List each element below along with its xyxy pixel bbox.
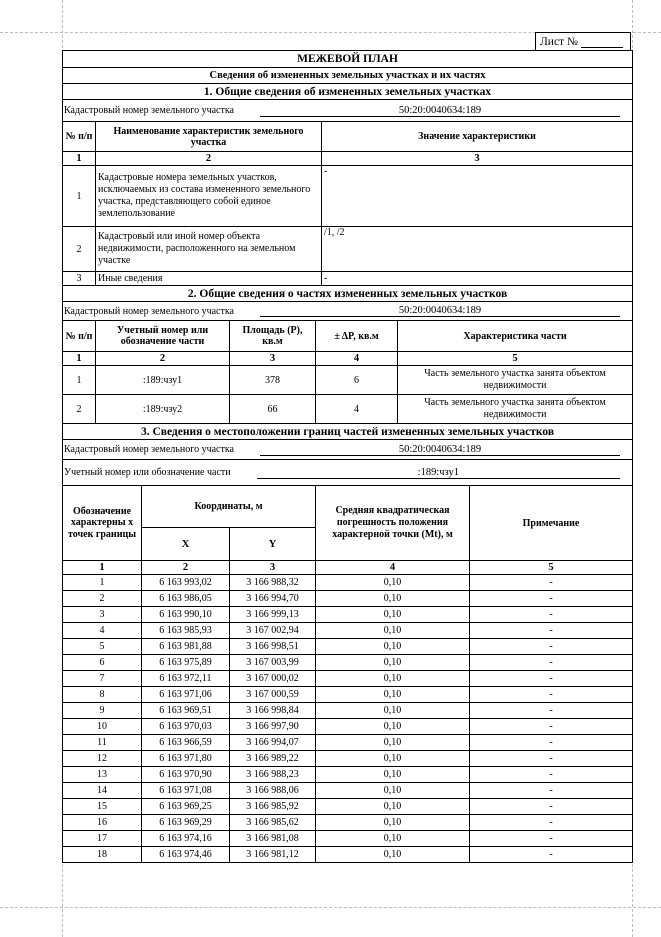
point-x: 6 163 985,93 xyxy=(142,623,230,639)
point-x: 6 163 972,11 xyxy=(142,671,230,687)
s2-colnum: 1 xyxy=(63,352,96,366)
point-x: 6 163 969,29 xyxy=(142,815,230,831)
point-mt: 0,10 xyxy=(316,799,470,815)
point-number: 5 xyxy=(63,639,142,655)
point-number: 13 xyxy=(63,767,142,783)
s3-header-y: Y xyxy=(230,528,316,561)
point-mt: 0,10 xyxy=(316,751,470,767)
s2-colnum: 4 xyxy=(316,352,398,366)
table-row xyxy=(63,687,633,703)
point-note: - xyxy=(470,591,633,607)
point-note: - xyxy=(470,703,633,719)
point-mt: 0,10 xyxy=(316,831,470,847)
s1-row-value: - xyxy=(322,166,633,227)
table-row xyxy=(63,607,633,623)
table-row xyxy=(63,815,633,831)
section1-cadastral-value: 50:20:0040634:189 xyxy=(260,105,620,117)
section1-cadastral-label: Кадастровый номер земельного участка xyxy=(64,105,234,116)
s2-row-delta: 4 xyxy=(316,395,398,424)
point-note: - xyxy=(470,847,633,863)
point-y: 3 166 994,07 xyxy=(230,735,316,751)
point-x: 6 163 990,10 xyxy=(142,607,230,623)
document-page xyxy=(62,50,632,863)
s1-row-name: Иные сведения xyxy=(96,272,322,286)
s1-row-value: /1, /2 xyxy=(322,227,633,272)
point-note: - xyxy=(470,671,633,687)
table-row xyxy=(63,719,633,735)
point-mt: 0,10 xyxy=(316,783,470,799)
point-note: - xyxy=(470,687,633,703)
point-y: 3 166 994,70 xyxy=(230,591,316,607)
point-note: - xyxy=(470,783,633,799)
point-y: 3 166 998,51 xyxy=(230,639,316,655)
s2-header-desc: Характеристика части xyxy=(398,321,633,352)
point-x: 6 163 970,90 xyxy=(142,767,230,783)
section3-part-label: Учетный номер или обозначение части xyxy=(64,467,231,478)
point-y: 3 167 000,02 xyxy=(230,671,316,687)
section1-heading: 1. Общие сведения об измененных земельных участках xyxy=(63,84,633,100)
point-mt: 0,10 xyxy=(316,655,470,671)
point-y: 3 166 999,13 xyxy=(230,607,316,623)
s1-row-name: Кадастровый или иной номер объекта недвижимости, расположенного на земельном участке xyxy=(96,227,322,272)
s1-row-num: 3 xyxy=(63,272,96,286)
s1-colnum: 1 xyxy=(63,152,96,166)
document-subtitle: Сведения об измененных земельных участках и их частях xyxy=(63,68,633,84)
table-row xyxy=(63,575,633,591)
point-y: 3 167 000,59 xyxy=(230,687,316,703)
point-y: 3 166 988,23 xyxy=(230,767,316,783)
point-y: 3 166 981,12 xyxy=(230,847,316,863)
point-y: 3 166 997,90 xyxy=(230,719,316,735)
point-x: 6 163 974,46 xyxy=(142,847,230,863)
table-row xyxy=(63,751,633,767)
s1-colnum: 3 xyxy=(322,152,633,166)
s1-header-num: № п/п xyxy=(63,122,96,152)
section3-part-row xyxy=(63,465,632,480)
point-note: - xyxy=(470,655,633,671)
point-number: 11 xyxy=(63,735,142,751)
point-number: 14 xyxy=(63,783,142,799)
section3-cadastral-value: 50:20:0040634:189 xyxy=(260,444,620,456)
table-row xyxy=(63,623,633,639)
point-x: 6 163 993,02 xyxy=(142,575,230,591)
s3-header-mt: Средняя квадратическая погрешность положения характерной точки (Mt), м xyxy=(316,486,470,561)
point-x: 6 163 966,59 xyxy=(142,735,230,751)
point-x: 6 163 971,06 xyxy=(142,687,230,703)
section3-heading: 3. Сведения о местоположении границ частей измененных земельных участков xyxy=(63,424,633,440)
point-x: 6 163 969,25 xyxy=(142,799,230,815)
table-row xyxy=(63,735,633,751)
s3-colnum: 5 xyxy=(470,561,633,575)
table-row xyxy=(63,591,633,607)
s2-row-desc: Часть земельного участка занята объектом недвижимости xyxy=(398,366,633,395)
s2-row-part: :189:чзу1 xyxy=(96,366,230,395)
point-x: 6 163 971,80 xyxy=(142,751,230,767)
section3-table xyxy=(62,423,633,863)
point-y: 3 166 989,22 xyxy=(230,751,316,767)
table-row xyxy=(63,671,633,687)
s2-header-num: № п/п xyxy=(63,321,96,352)
point-y: 3 166 985,92 xyxy=(230,799,316,815)
s2-colnum: 3 xyxy=(230,352,316,366)
point-mt: 0,10 xyxy=(316,815,470,831)
section3-cadastral-row xyxy=(63,442,632,457)
point-mt: 0,10 xyxy=(316,735,470,751)
point-note: - xyxy=(470,831,633,847)
point-y: 3 167 002,94 xyxy=(230,623,316,639)
s2-header-area: Площадь (P), кв.м xyxy=(230,321,316,352)
point-note: - xyxy=(470,799,633,815)
point-number: 1 xyxy=(63,575,142,591)
s2-row-desc: Часть земельного участка занята объектом недвижимости xyxy=(398,395,633,424)
point-y: 3 166 985,62 xyxy=(230,815,316,831)
s1-header-value: Значение характеристики xyxy=(322,122,633,152)
s2-header-delta: ± ΔP, кв.м xyxy=(316,321,398,352)
s2-header-part: Учетный номер или обозначение части xyxy=(96,321,230,352)
point-note: - xyxy=(470,607,633,623)
table-row xyxy=(63,799,633,815)
sheet-number-line xyxy=(581,36,623,48)
table-row xyxy=(63,395,633,424)
point-number: 17 xyxy=(63,831,142,847)
section1-table xyxy=(62,50,633,286)
point-mt: 0,10 xyxy=(316,687,470,703)
point-x: 6 163 986,05 xyxy=(142,591,230,607)
point-mt: 0,10 xyxy=(316,847,470,863)
point-mt: 0,10 xyxy=(316,607,470,623)
point-mt: 0,10 xyxy=(316,639,470,655)
point-note: - xyxy=(470,719,633,735)
point-note: - xyxy=(470,767,633,783)
point-x: 6 163 971,08 xyxy=(142,783,230,799)
s2-row-delta: 6 xyxy=(316,366,398,395)
section3-part-value: :189:чзу1 xyxy=(257,467,620,479)
point-mt: 0,10 xyxy=(316,671,470,687)
s1-header-name: Наименование характеристик земельного участка xyxy=(96,122,322,152)
point-number: 3 xyxy=(63,607,142,623)
point-number: 15 xyxy=(63,799,142,815)
point-x: 6 163 974,16 xyxy=(142,831,230,847)
s1-row-name: Кадастровые номера земельных участков, исключаемых из состава измененного земельного участка, представляющего собой единое землепользование xyxy=(96,166,322,227)
s2-row-area: 378 xyxy=(230,366,316,395)
s3-colnum: 4 xyxy=(316,561,470,575)
s1-row-value: - xyxy=(322,272,633,286)
table-row xyxy=(63,783,633,799)
point-number: 16 xyxy=(63,815,142,831)
point-x: 6 163 975,89 xyxy=(142,655,230,671)
s3-header-x: X xyxy=(142,528,230,561)
point-note: - xyxy=(470,735,633,751)
s2-colnum: 5 xyxy=(398,352,633,366)
s3-colnum: 1 xyxy=(63,561,142,575)
guide-bottom xyxy=(0,907,661,908)
s2-row-area: 66 xyxy=(230,395,316,424)
point-y: 3 166 981,08 xyxy=(230,831,316,847)
points-table-body xyxy=(63,575,633,863)
point-mt: 0,10 xyxy=(316,575,470,591)
point-x: 6 163 969,51 xyxy=(142,703,230,719)
point-number: 9 xyxy=(63,703,142,719)
point-x: 6 163 970,03 xyxy=(142,719,230,735)
point-note: - xyxy=(470,575,633,591)
point-note: - xyxy=(470,623,633,639)
table-row xyxy=(63,831,633,847)
s1-row-num: 1 xyxy=(63,166,96,227)
point-y: 3 166 988,32 xyxy=(230,575,316,591)
table-row xyxy=(63,272,633,286)
point-mt: 0,10 xyxy=(316,767,470,783)
s1-colnum: 2 xyxy=(96,152,322,166)
s2-row-num: 2 xyxy=(63,395,96,424)
table-row xyxy=(63,639,633,655)
point-y: 3 166 988,06 xyxy=(230,783,316,799)
s3-header-points: Обозначение характерны х точек границы xyxy=(63,486,142,561)
s2-row-num: 1 xyxy=(63,366,96,395)
point-mt: 0,10 xyxy=(316,703,470,719)
point-number: 4 xyxy=(63,623,142,639)
section2-cadastral-label: Кадастровый номер земельного участка xyxy=(64,305,234,317)
point-mt: 0,10 xyxy=(316,719,470,735)
point-y: 3 167 003,99 xyxy=(230,655,316,671)
section2-table xyxy=(62,285,633,424)
point-number: 6 xyxy=(63,655,142,671)
s1-row-num: 2 xyxy=(63,227,96,272)
point-y: 3 166 998,84 xyxy=(230,703,316,719)
section2-cadastral-value: 50:20:0040634:189 xyxy=(260,305,620,317)
point-number: 8 xyxy=(63,687,142,703)
table-row xyxy=(63,703,633,719)
section2-cadastral-row xyxy=(63,304,632,319)
point-number: 18 xyxy=(63,847,142,863)
s3-colnum: 2 xyxy=(142,561,230,575)
point-number: 12 xyxy=(63,751,142,767)
s3-header-coords: Координаты, м xyxy=(142,486,316,528)
table-row xyxy=(63,767,633,783)
table-row xyxy=(63,847,633,863)
s3-header-note: Примечание xyxy=(470,486,633,561)
point-mt: 0,10 xyxy=(316,591,470,607)
s3-colnum: 3 xyxy=(230,561,316,575)
section2-heading: 2. Общие сведения о частях измененных земельных участков xyxy=(63,286,633,302)
table-row xyxy=(63,227,633,272)
point-note: - xyxy=(470,639,633,655)
table-row xyxy=(63,166,633,227)
table-row xyxy=(63,366,633,395)
point-number: 10 xyxy=(63,719,142,735)
s2-row-part: :189:чзу2 xyxy=(96,395,230,424)
s2-colnum: 2 xyxy=(96,352,230,366)
point-note: - xyxy=(470,751,633,767)
section3-cadastral-label: Кадастровый номер земельного участка xyxy=(64,444,234,455)
point-x: 6 163 981,88 xyxy=(142,639,230,655)
point-note: - xyxy=(470,815,633,831)
sheet-number-label: Лист № xyxy=(540,35,578,48)
section1-cadastral-row xyxy=(63,103,632,118)
point-number: 2 xyxy=(63,591,142,607)
document-title: МЕЖЕВОЙ ПЛАН xyxy=(63,51,633,68)
table-row xyxy=(63,655,633,671)
point-number: 7 xyxy=(63,671,142,687)
sheet-number-box xyxy=(535,32,631,50)
point-mt: 0,10 xyxy=(316,623,470,639)
